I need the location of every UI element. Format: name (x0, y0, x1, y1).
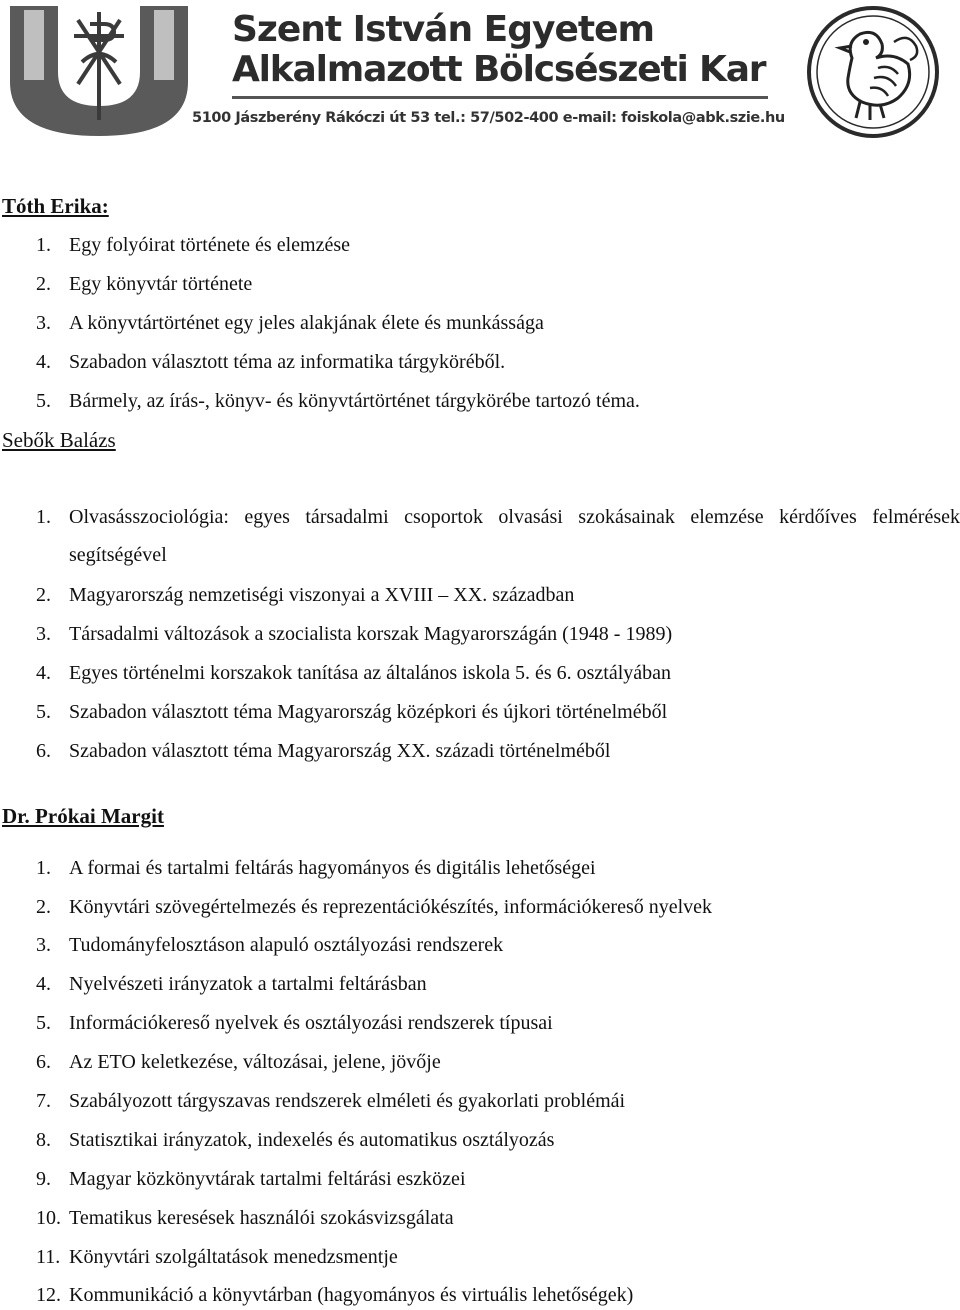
item-text: Nyelvészeti irányzatok a tartalmi feltárásban (69, 973, 427, 995)
list-item (36, 699, 960, 725)
item-text: Tematikus keresések használói szokásvizsgálata (69, 1207, 454, 1229)
item-text: Egy könyvtár története (69, 273, 253, 295)
header-divider (232, 96, 768, 99)
item-text: Tudományfelosztáson alapuló osztályozási rendszerek (69, 934, 504, 956)
item-number: 12. (36, 1284, 61, 1306)
item-number: 6. (36, 1051, 51, 1073)
list-item (36, 1088, 960, 1114)
item-text: Szabályozott tárgyszavas rendszerek elméleti és gyakorlati problémái (69, 1090, 626, 1112)
item-text: Olvasásszociológia: egyes társadalmi csoportok olvasási szokásainak elemzése kérdőíves felmérések segítségével (69, 506, 960, 566)
item-text: Egyes történelmi korszakok tanítása az általános iskola 5. és 6. osztályában (69, 662, 672, 684)
list-item (36, 1282, 960, 1308)
list-item (36, 738, 960, 764)
item-number: 8. (36, 1129, 51, 1151)
item-number: 4. (36, 973, 51, 995)
item-text: Kommunikáció a könyvtárban (hagyományos és virtuális lehetőségek) (69, 1284, 634, 1306)
letterhead (0, 0, 960, 150)
item-number: 5. (36, 701, 51, 723)
list-item (36, 971, 960, 997)
item-number: 3. (36, 934, 51, 956)
item-text: Egy folyóirat története és elemzése (69, 234, 350, 256)
list-item (36, 1010, 960, 1036)
list-item (36, 932, 960, 958)
item-number: 4. (36, 351, 51, 373)
item-number: 6. (36, 740, 51, 762)
item-text: Könyvtári szolgáltatások menedzsmentje (69, 1246, 398, 1268)
item-number: 1. (36, 234, 51, 256)
bird-emblem-seal-icon (790, 2, 956, 142)
list-item (36, 1127, 960, 1153)
faculty-name: Alkalmazott Bölcsészeti Kar (232, 49, 766, 90)
list-item (36, 349, 960, 375)
item-number: 4. (36, 662, 51, 684)
item-text: Szabadon választott téma Magyarország XX. századi történelméből (69, 740, 611, 762)
item-number: 9. (36, 1168, 51, 1190)
item-number: 5. (36, 390, 51, 412)
item-text: A formai és tartalmi feltárás hagyományos és digitális lehetőségei (69, 857, 596, 879)
item-number: 2. (36, 273, 51, 295)
list-item (36, 271, 960, 297)
item-text: Magyar közkönyvtárak tartalmi feltárási eszközei (69, 1168, 466, 1190)
teacher-name: Tóth Erika: (2, 194, 109, 218)
item-text: Információkereső nyelvek és osztályozási rendszerek típusai (69, 1012, 553, 1034)
contact-line: 5100 Jászberény Rákóczi út 53 tel.: 57/502-400 e-mail: foiskola@abk.szie.hu (192, 110, 785, 126)
list-item (36, 388, 960, 414)
list-item (36, 855, 960, 881)
item-text: Szabadon választott téma az informatika tárgyköréből. (69, 351, 506, 373)
list-item (36, 1244, 960, 1270)
item-number: 11. (36, 1246, 61, 1268)
item-number: 7. (36, 1090, 51, 1112)
item-text: Az ETO keletkezése, változásai, jelene, jövője (69, 1051, 441, 1073)
item-text: Statisztikai irányzatok, indexelés és automatikus osztályozás (69, 1129, 555, 1151)
item-text: Bármely, az írás-, könyv- és könyvtártörténet tárgykörébe tartozó téma. (69, 390, 640, 412)
list-item (36, 1049, 960, 1075)
item-number: 3. (36, 312, 51, 334)
list-item (36, 232, 960, 258)
item-text: Szabadon választott téma Magyarország középkori és újkori történelméből (69, 701, 668, 723)
item-number: 5. (36, 1012, 51, 1034)
item-text: A könyvtártörténet egy jeles alakjának élete és munkássága (69, 312, 544, 334)
university-monogram-logo-icon (4, 2, 194, 142)
list-item (36, 621, 960, 647)
item-number: 1. (36, 506, 51, 528)
list-item (36, 1205, 960, 1231)
item-text: Magyarország nemzetiségi viszonyai a XVIII – XX. században (69, 584, 575, 606)
item-text: Könyvtári szövegértelmezés és reprezentációkészítés, információkereső nyelvek (69, 896, 713, 918)
list-item (36, 310, 960, 336)
item-text: Társadalmi változások a szocialista korszak Magyarországán (1948 - 1989) (69, 623, 673, 645)
item-number: 3. (36, 623, 51, 645)
teacher-name: Sebők Balázs (2, 428, 116, 452)
list-item (36, 498, 960, 574)
institution-name: Szent István Egyetem (232, 9, 655, 50)
item-number: 1. (36, 857, 51, 879)
list-item (36, 894, 960, 920)
teacher-name: Dr. Prókai Margit (2, 804, 164, 828)
item-number: 2. (36, 584, 51, 606)
list-item (36, 1166, 960, 1192)
list-item (36, 660, 960, 686)
item-number: 2. (36, 896, 51, 918)
item-number: 10. (36, 1207, 61, 1229)
list-item (36, 582, 960, 608)
